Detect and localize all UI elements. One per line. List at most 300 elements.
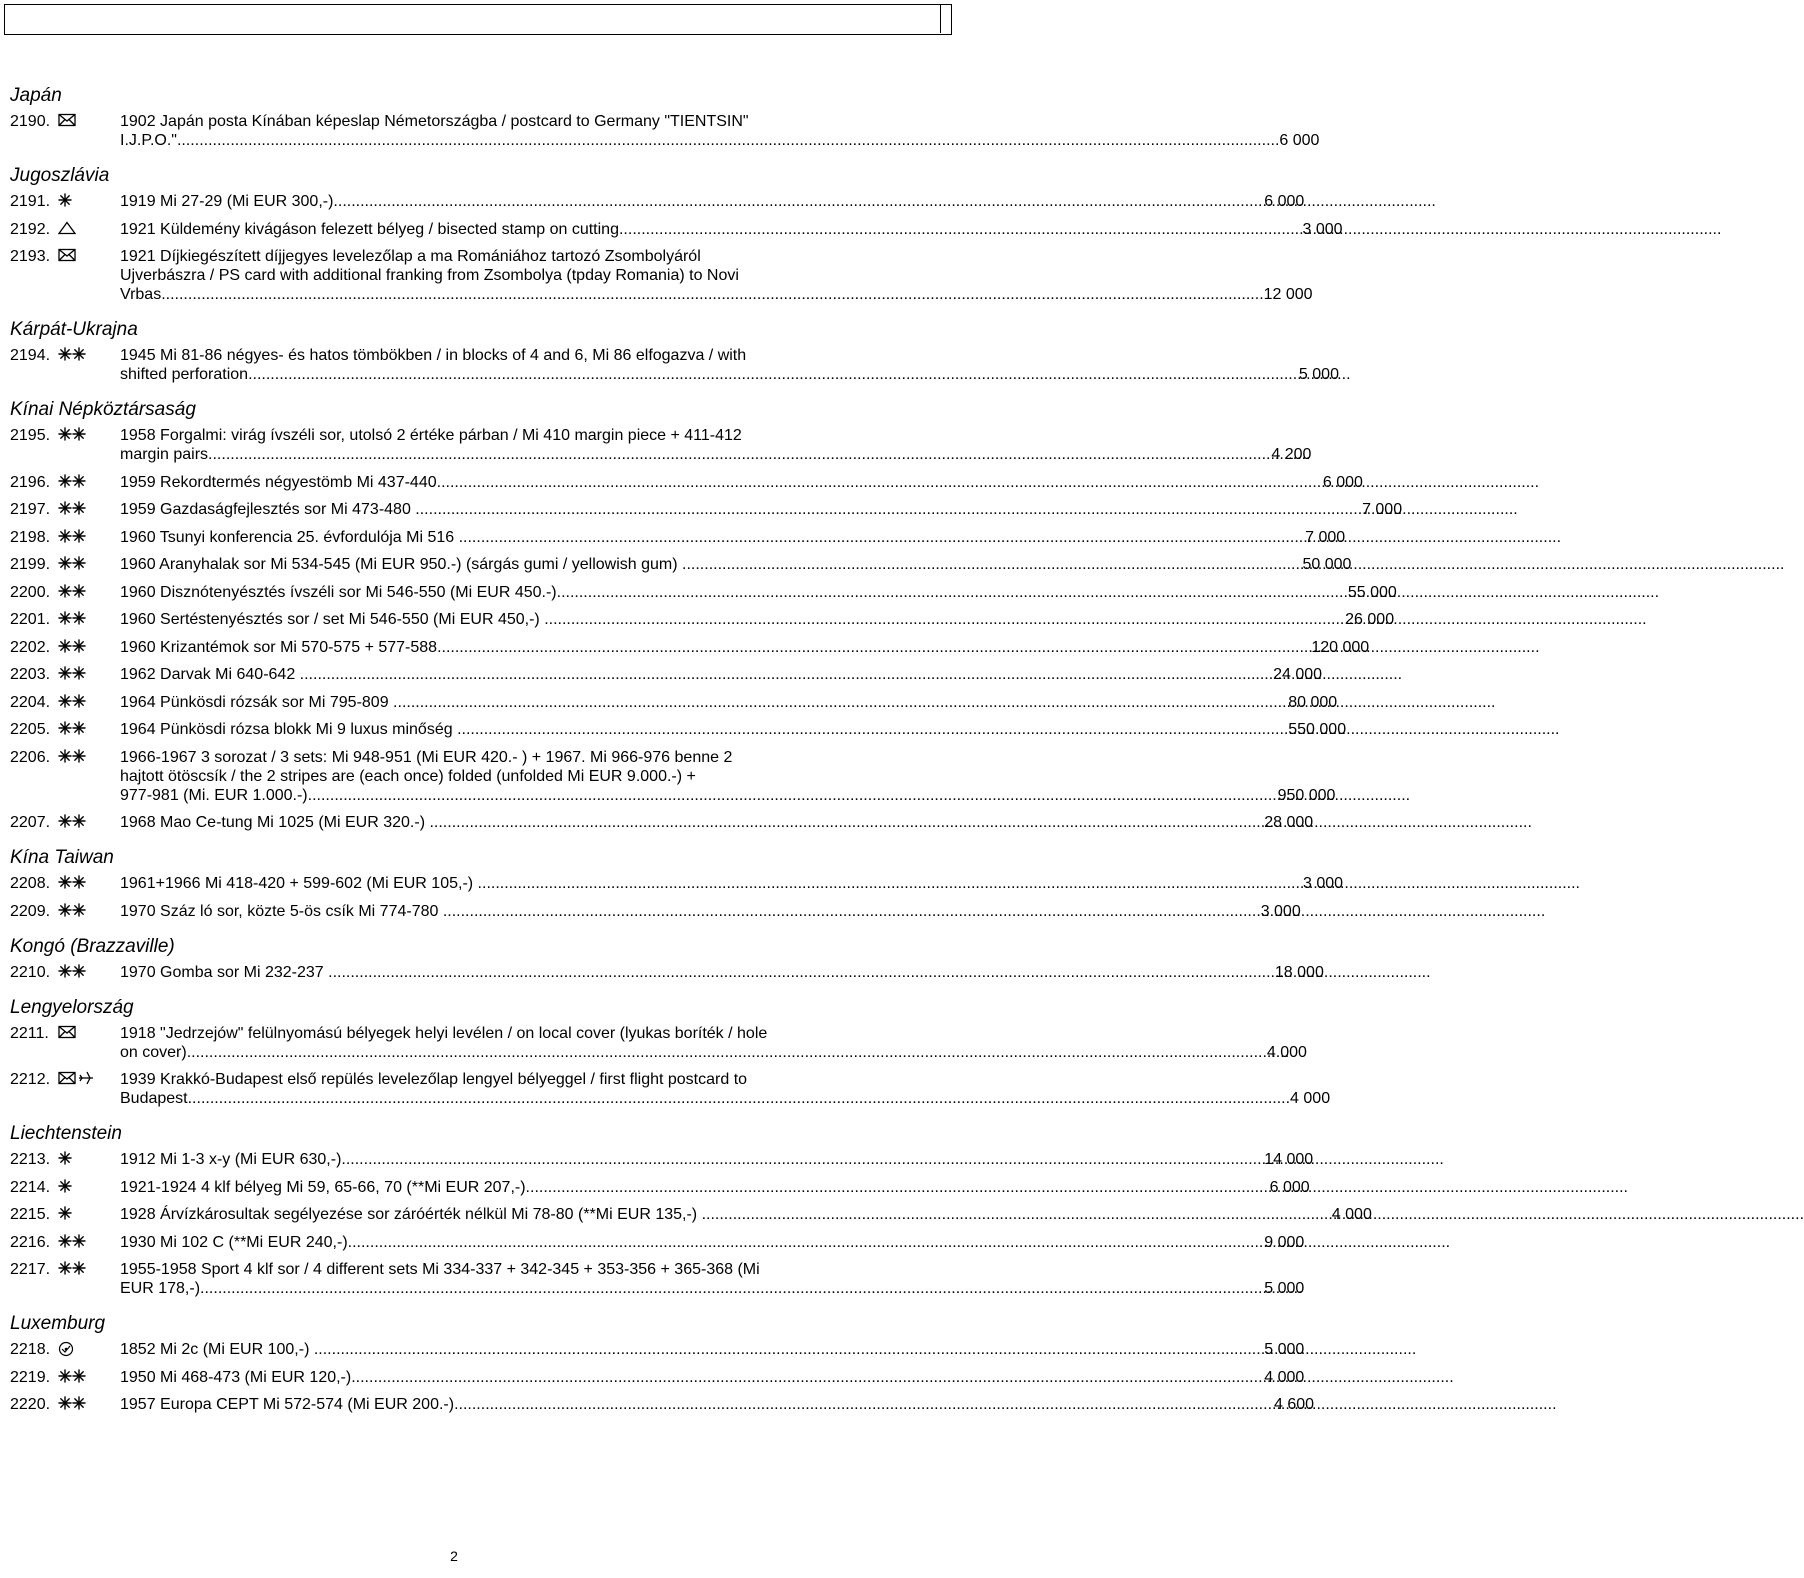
lot-condition-icons xyxy=(58,665,120,684)
lot-description xyxy=(120,500,1402,519)
lot-price-line xyxy=(120,1089,1330,1108)
lot-price-line xyxy=(120,1340,1304,1359)
lot-price-line xyxy=(120,963,1324,982)
cut-icon xyxy=(58,221,78,240)
lot-description xyxy=(120,1260,1304,1298)
lot-condition-icons xyxy=(58,1260,120,1279)
lot-description xyxy=(120,112,1319,150)
lot-description-tail: 977-981 (Mi. EUR 1.000.-) xyxy=(120,786,308,804)
dot-leader xyxy=(187,1043,1267,1062)
dot-leader xyxy=(200,1279,1264,1298)
lot-row xyxy=(10,220,1343,239)
lot-row xyxy=(10,1178,1310,1197)
header-frame-corner xyxy=(940,5,951,33)
lot-description-tail: 1960 Krizantémok sor Mi 570-575 + 577-588 xyxy=(120,638,438,656)
lot-condition-icons xyxy=(58,1340,120,1359)
lot-number: 2194. xyxy=(10,347,51,364)
dot-leader xyxy=(702,1205,1332,1224)
lot-price: 6 000 xyxy=(1269,1178,1310,1196)
lot-price: 6 000 xyxy=(1264,193,1305,210)
lot-number: 2213. xyxy=(10,1151,51,1168)
lot-price: 9 000 xyxy=(1264,1233,1305,1251)
lot-number: 2207. xyxy=(10,814,51,831)
section-title: Luxemburg xyxy=(10,1313,106,1334)
lot-price-line xyxy=(120,365,1339,384)
lot-price-line xyxy=(120,192,1304,211)
lot-row xyxy=(10,665,1323,684)
lot-description-tail: 1960 Sertéstenyésztés sor / set Mi 546-550 (Mi EUR 450,-) xyxy=(120,611,545,628)
lot-description xyxy=(120,555,1351,574)
lot-price-line xyxy=(120,528,1345,547)
lot-price-line xyxy=(120,813,1313,832)
lot-number: 2204. xyxy=(10,693,51,711)
mnh-icon xyxy=(58,639,88,658)
lot-description-line: 1918 "Jedrzejów" felülnyomású bélyegek helyi levélen / on local cover (lyukas boríték / hole xyxy=(120,1024,768,1042)
lot-description-tail: 1970 Gomba sor Mi 232-237 xyxy=(120,963,329,981)
lot-condition-icons xyxy=(58,1233,120,1252)
lot-number: 2196. xyxy=(10,473,51,491)
catalog-section xyxy=(10,318,1339,384)
lot-description-tail: EUR 178,-) xyxy=(120,1280,201,1297)
lot-description xyxy=(120,1233,1304,1252)
lot-description-line: 1966-1967 3 sorozat / 3 sets: Mi 948-951 (Mi EUR 420.- ) + 1967. Mi 966-976 benne 2 xyxy=(120,748,733,766)
dot-leader xyxy=(314,1340,1264,1359)
lot-price-line xyxy=(120,720,1346,739)
lot-price: 120 000 xyxy=(1311,638,1370,656)
lot-condition-icons xyxy=(58,473,120,492)
mnh-icon xyxy=(58,749,88,768)
lot-price-line xyxy=(120,1368,1304,1387)
used-icon xyxy=(58,1341,78,1360)
mnh-icon xyxy=(58,1396,88,1415)
catalog-section xyxy=(10,996,1331,1109)
lot-description xyxy=(120,1340,1304,1359)
lot-row xyxy=(10,902,1301,921)
mnh-icon xyxy=(58,721,88,740)
lot-price-line xyxy=(120,583,1397,602)
lot-condition-icons xyxy=(58,720,120,739)
lot-description-tail: Vrbas xyxy=(120,286,162,303)
mnh-icon xyxy=(58,427,88,446)
lot-number: 2218. xyxy=(10,1341,51,1358)
mnh-icon xyxy=(58,529,88,548)
lot-number: 2216. xyxy=(10,1233,51,1251)
lot-price-line xyxy=(120,1150,1313,1169)
lot-description xyxy=(120,473,1363,492)
section-title: Kárpát-Ukrajna xyxy=(10,319,138,340)
lot-price: 28 000 xyxy=(1264,814,1314,831)
mnh-icon xyxy=(58,501,88,520)
mnh-icon xyxy=(58,474,88,493)
lot-price: 26 000 xyxy=(1345,611,1395,628)
lot-description-tail: I.J.P.O." xyxy=(120,132,177,149)
lot-row xyxy=(10,555,1352,574)
lot-price-line xyxy=(120,786,1335,805)
lot-price: 3 000 xyxy=(1302,220,1343,238)
lot-price: 80 000 xyxy=(1288,693,1338,711)
lot-description xyxy=(120,192,1304,211)
lot-description-tail: 1961+1966 Mi 418-420 + 599-602 (Mi EUR 105,-) xyxy=(120,875,478,892)
lot-number: 2212. xyxy=(10,1071,51,1088)
lot-condition-icons xyxy=(58,1070,120,1089)
mnh-icon xyxy=(58,1234,88,1253)
lot-description xyxy=(120,693,1337,712)
lot-description-tail: margin pairs xyxy=(120,446,209,463)
lot-row xyxy=(10,1340,1305,1359)
lot-condition-icons xyxy=(58,500,120,519)
lot-description xyxy=(120,720,1346,739)
lot-row xyxy=(10,500,1403,519)
hinged-icon xyxy=(58,1179,74,1198)
lot-description xyxy=(120,346,1339,384)
lot-condition-icons xyxy=(58,610,120,629)
lot-price-line xyxy=(120,693,1337,712)
lot-description-tail: Budapest xyxy=(120,1090,188,1107)
lot-condition-icons xyxy=(58,1395,120,1414)
dot-leader xyxy=(308,786,1278,805)
header-frame xyxy=(4,4,952,35)
lot-description-line: 1921 Díjkiegészített díjjegyes levelezőlap a ma Romániához tartozó Zsombolyáról xyxy=(120,248,701,265)
lot-number: 2210. xyxy=(10,963,51,981)
lot-number: 2208. xyxy=(10,875,51,892)
lot-price: 5 000 xyxy=(1298,366,1339,383)
dot-leader xyxy=(457,720,1288,739)
lot-price-line xyxy=(120,555,1351,574)
lot-price: 6 000 xyxy=(1279,132,1320,149)
catalog-section xyxy=(10,1122,1372,1298)
auction-catalog xyxy=(10,84,1403,1423)
lot-price: 4 600 xyxy=(1274,1396,1315,1413)
lot-description-tail: 1912 Mi 1-3 x-y (Mi EUR 630,-) xyxy=(120,1151,342,1168)
mnh-icon xyxy=(58,584,88,603)
lot-price-line xyxy=(120,445,1311,464)
mnh-icon xyxy=(58,694,88,713)
lot-price: 950 000 xyxy=(1277,786,1336,804)
lot-price: 3 000 xyxy=(1302,875,1344,892)
lot-description-line: 1945 Mi 81-86 négyes- és hatos tömbökben / in blocks of 4 and 6, Mi 86 elfogazva / with xyxy=(120,347,747,364)
catalog-section xyxy=(10,846,1344,921)
lot-row xyxy=(10,112,1320,150)
lot-description xyxy=(120,1368,1304,1387)
lot-number: 2198. xyxy=(10,528,51,546)
lot-number: 2202. xyxy=(10,638,51,656)
lot-description xyxy=(120,902,1301,921)
lot-row xyxy=(10,693,1338,712)
lot-condition-icons xyxy=(58,638,120,657)
catalog-section xyxy=(10,398,1403,832)
lot-description xyxy=(120,748,1335,805)
dot-leader xyxy=(619,220,1303,239)
lot-number: 2206. xyxy=(10,748,51,766)
lot-description-tail: 1928 Árvízkárosultak segélyezése sor záróérték nélkül Mi 78-80 (**Mi EUR 135,-) xyxy=(120,1206,702,1223)
lot-price-line xyxy=(120,1395,1314,1414)
dot-leader xyxy=(208,445,1271,464)
lot-description-line: 1939 Krakkó-Budapest első repülés levelezőlap lengyel bélyeggel / first flight postcard to xyxy=(120,1071,748,1088)
lot-condition-icons xyxy=(58,963,120,982)
lot-price: 50 000 xyxy=(1302,556,1352,573)
lot-number: 2219. xyxy=(10,1368,51,1386)
lot-description xyxy=(120,1205,1372,1224)
lot-description-tail: 1960 Tsunyi konferencia 25. évfordulója Mi 516 xyxy=(120,528,459,546)
lot-price: 7 000 xyxy=(1305,528,1346,546)
lot-description-tail: 1960 Aranyhalak sor Mi 534-545 (Mi EUR 950.-) (sárgás gumi / yellowish gum) xyxy=(120,556,683,573)
lot-number: 2193. xyxy=(10,248,51,265)
lot-description-tail: 1960 Disznótenyésztés ívszéli sor Mi 546-550 (Mi EUR 450.-) xyxy=(120,583,557,601)
lot-condition-icons xyxy=(58,1150,120,1169)
lot-price: 3 000 xyxy=(1260,902,1301,920)
lot-price-line xyxy=(120,285,1313,304)
lot-description-line: 1902 Japán posta Kínában képeslap Németországba / postcard to Germany "TIENTSIN" xyxy=(120,113,749,130)
lot-price-line xyxy=(120,638,1369,657)
dot-leader xyxy=(161,285,1263,304)
lot-description-line: 1955-1958 Sport 4 klf sor / 4 different sets Mi 334-337 + 342-345 + 353-356 + 365-368 (Mi xyxy=(120,1261,760,1278)
lot-description-tail: 1959 Rekordtermés négyestömb Mi 437-440 xyxy=(120,473,437,491)
lot-number: 2215. xyxy=(10,1206,51,1223)
dot-leader xyxy=(300,665,1273,684)
mnh-icon xyxy=(58,556,88,575)
cover-icon xyxy=(58,1071,78,1090)
lot-price: 4 000 xyxy=(1266,1043,1307,1061)
lot-condition-icons xyxy=(58,247,120,266)
lot-row xyxy=(10,720,1347,739)
lot-description-tail: 1970 Száz ló sor, közte 5-ös csík Mi 774-780 xyxy=(120,902,443,920)
lot-description xyxy=(120,220,1343,239)
lot-row xyxy=(10,473,1363,492)
lot-condition-icons xyxy=(58,426,120,445)
lot-description-tail: 1964 Pünkösdi rózsa blokk Mi 9 luxus minőség xyxy=(120,721,458,738)
lot-description-line: Ujverbászra / PS card with additional franking from Zsombolya (tpday Romania) to Novi xyxy=(120,267,739,284)
lot-description xyxy=(120,665,1322,684)
lot-condition-icons xyxy=(58,528,120,547)
lot-row xyxy=(10,1260,1305,1298)
lot-description-tail: 1962 Darvak Mi 640-642 xyxy=(120,666,300,683)
lot-row xyxy=(10,610,1395,629)
section-title: Lengyelország xyxy=(10,996,134,1018)
lot-description-tail: 1950 Mi 468-473 (Mi EUR 120,-) xyxy=(120,1368,352,1386)
lot-price-line xyxy=(120,874,1343,893)
mnh-icon xyxy=(58,875,88,894)
lot-description xyxy=(120,963,1324,982)
lot-description xyxy=(120,610,1394,629)
lot-row xyxy=(10,583,1397,602)
lot-row xyxy=(10,1368,1305,1387)
lot-description-tail: 1921 Küldemény kivágáson felezett bélyeg / bisected stamp on cutting xyxy=(120,220,619,238)
lot-price: 4 000 xyxy=(1331,1206,1372,1223)
mnh-icon xyxy=(58,903,88,922)
lot-condition-icons xyxy=(58,1178,120,1197)
dot-leader xyxy=(351,1368,1264,1387)
dot-leader xyxy=(443,902,1261,921)
lot-row xyxy=(10,638,1370,657)
lot-condition-icons xyxy=(58,555,120,574)
lot-description-tail: 1968 Mao Ce-tung Mi 1025 (Mi EUR 320.-) xyxy=(120,814,430,831)
lot-condition-icons xyxy=(58,220,120,239)
lot-price-line xyxy=(120,1043,1307,1062)
lot-price: 7 000 xyxy=(1362,501,1403,518)
lot-price: 14 000 xyxy=(1264,1151,1314,1168)
lot-row xyxy=(10,426,1312,464)
lot-price-line xyxy=(120,665,1322,684)
lot-row xyxy=(10,1233,1305,1252)
lot-row xyxy=(10,748,1336,805)
lot-description xyxy=(120,1070,1330,1108)
mnh-icon xyxy=(58,814,88,833)
lot-condition-icons xyxy=(58,813,120,832)
lot-number: 2217. xyxy=(10,1261,51,1278)
lot-condition-icons xyxy=(58,1368,120,1387)
lot-description-tail: 1959 Gazdaságfejlesztés sor Mi 473-480 xyxy=(120,501,416,518)
lot-number: 2214. xyxy=(10,1178,51,1196)
lot-condition-icons xyxy=(58,748,120,767)
dot-leader xyxy=(248,365,1299,384)
section-title: Kínai Népköztársaság xyxy=(10,399,196,420)
page-number: 2 xyxy=(450,1548,458,1564)
hinged-icon xyxy=(58,1151,74,1170)
lot-price-line xyxy=(120,131,1319,150)
lot-row xyxy=(10,528,1346,547)
catalog-section xyxy=(10,84,1320,150)
lot-row xyxy=(10,346,1339,384)
mnh-icon xyxy=(58,1261,88,1280)
lot-condition-icons xyxy=(58,583,120,602)
dot-leader xyxy=(348,1233,1265,1252)
lot-row xyxy=(10,1070,1331,1108)
lot-description xyxy=(120,528,1345,547)
lot-price: 12 000 xyxy=(1263,286,1313,303)
lot-description-line: 1958 Forgalmi: virág ívszéli sor, utolsó 2 értéke párban / Mi 410 margin piece + 411-412 xyxy=(120,427,742,444)
lot-description xyxy=(120,1178,1310,1197)
catalog-section xyxy=(10,935,1324,982)
lot-condition-icons xyxy=(58,874,120,893)
lot-description-tail: on cover) xyxy=(120,1043,187,1061)
lot-price: 5 000 xyxy=(1264,1280,1305,1297)
dot-leader xyxy=(557,583,1348,602)
section-title: Kongó (Brazzaville) xyxy=(10,935,175,957)
lot-price-line xyxy=(120,902,1301,921)
lot-description xyxy=(120,1024,1307,1062)
dot-leader xyxy=(188,1089,1290,1108)
lot-condition-icons xyxy=(58,192,120,211)
section-title: Jugoszlávia xyxy=(10,165,110,186)
hinged-icon xyxy=(58,193,74,212)
lot-description xyxy=(120,583,1397,602)
mnh-icon xyxy=(58,1369,88,1388)
dot-leader xyxy=(437,473,1323,492)
lot-price: 55 000 xyxy=(1347,583,1397,601)
lot-description-tail: 1964 Pünkösdi rózsák sor Mi 795-809 xyxy=(120,693,394,711)
lot-row xyxy=(10,813,1314,832)
lot-price: 4 000 xyxy=(1290,1090,1331,1107)
dot-leader xyxy=(415,500,1362,519)
lot-row xyxy=(10,1024,1307,1062)
lot-row xyxy=(10,192,1305,211)
lot-price: 550 000 xyxy=(1288,721,1347,738)
lot-price-line xyxy=(120,473,1363,492)
lot-condition-icons xyxy=(58,1024,120,1043)
lot-price: 24 000 xyxy=(1273,666,1323,683)
lot-condition-icons xyxy=(58,1205,120,1224)
lot-number: 2200. xyxy=(10,583,51,601)
section-title: Kína Taiwan xyxy=(10,847,114,868)
dot-leader xyxy=(454,1395,1274,1414)
lot-price-line xyxy=(120,1233,1304,1252)
dot-leader xyxy=(459,528,1306,547)
airmail-icon xyxy=(78,1071,96,1090)
lot-description xyxy=(120,1150,1313,1169)
lot-row xyxy=(10,1205,1372,1224)
lot-number: 2211. xyxy=(10,1024,49,1042)
lot-row xyxy=(10,247,1313,304)
lot-price-line xyxy=(120,1178,1310,1197)
lot-row xyxy=(10,963,1324,982)
lot-number: 2203. xyxy=(10,666,51,683)
lot-description xyxy=(120,874,1343,893)
lot-price-line xyxy=(120,220,1343,239)
cover-icon xyxy=(58,1025,78,1044)
lot-number: 2220. xyxy=(10,1396,51,1413)
lot-number: 2209. xyxy=(10,902,51,920)
section-title: Japán xyxy=(10,85,62,106)
lot-description-tail: 1957 Europa CEPT Mi 572-574 (Mi EUR 200.-) xyxy=(120,1396,455,1413)
lot-price-line xyxy=(120,1205,1372,1224)
lot-condition-icons xyxy=(58,693,120,712)
dot-leader xyxy=(333,192,1264,211)
dot-leader xyxy=(328,963,1275,982)
lot-description-tail: 1930 Mi 102 C (**Mi EUR 240,-) xyxy=(120,1233,348,1251)
dot-leader xyxy=(177,131,1279,150)
lot-price-line xyxy=(120,610,1394,629)
lot-description xyxy=(120,247,1313,304)
lot-description-tail: 1919 Mi 27-29 (Mi EUR 300,-) xyxy=(120,193,334,210)
lot-row xyxy=(10,874,1344,893)
lot-price: 4 200 xyxy=(1271,446,1312,463)
lot-description xyxy=(120,638,1369,657)
section-title: Liechtenstein xyxy=(10,1123,122,1144)
lot-condition-icons xyxy=(58,112,120,131)
lot-description xyxy=(120,1395,1314,1414)
dot-leader xyxy=(544,610,1345,629)
lot-row xyxy=(10,1395,1315,1414)
dot-leader xyxy=(393,693,1288,712)
mnh-icon xyxy=(58,666,88,685)
lot-number: 2191. xyxy=(10,193,51,210)
lot-price-line xyxy=(120,500,1402,519)
dot-leader xyxy=(478,874,1303,893)
lot-number: 2190. xyxy=(10,113,51,130)
lot-number: 2201. xyxy=(10,611,51,628)
lot-description-tail: 1852 Mi 2c (Mi EUR 100,-) xyxy=(120,1341,314,1358)
dot-leader xyxy=(437,638,1311,657)
dot-leader xyxy=(341,1150,1264,1169)
dot-leader xyxy=(429,813,1264,832)
lot-number: 2197. xyxy=(10,501,51,518)
lot-number: 2205. xyxy=(10,721,51,738)
lot-number: 2192. xyxy=(10,220,51,238)
lot-price: 5 000 xyxy=(1264,1341,1305,1358)
lot-price: 4 000 xyxy=(1264,1368,1305,1386)
lot-price: 18 000 xyxy=(1274,963,1324,981)
cover-icon xyxy=(58,113,78,132)
mnh-icon xyxy=(58,347,88,366)
lot-description-tail: 1921-1924 4 klf bélyeg Mi 59, 65-66, 70 (**Mi EUR 207,-) xyxy=(120,1178,526,1196)
hinged-icon xyxy=(58,1206,74,1225)
dot-leader xyxy=(682,555,1302,574)
dot-leader xyxy=(526,1178,1270,1197)
lot-description-line: hajtott ötöscsík / the 2 stripes are (each once) folded (unfolded Mi EUR 9.000.-) + xyxy=(120,767,696,785)
cover-icon xyxy=(58,248,78,267)
lot-number: 2195. xyxy=(10,427,51,444)
mnh-icon xyxy=(58,964,88,983)
